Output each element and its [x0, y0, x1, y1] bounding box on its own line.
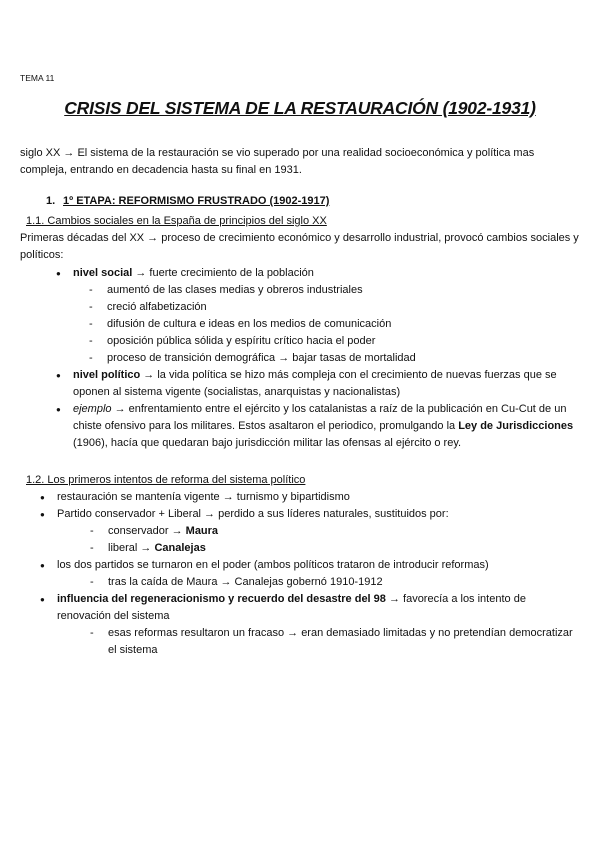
subsection-heading-2: 1.2. Los primeros intentos de reforma del sistema político [26, 474, 306, 486]
subsection-heading-1: 1.1. Cambios sociales en la España de principios del siglo XX [26, 215, 327, 227]
partidos-sublist [90, 523, 577, 557]
list-item-ejemplo [73, 401, 578, 452]
list-item-partidos [57, 506, 577, 557]
list-item: - difusión de cultura e ideas en los medios de comunicación [89, 316, 578, 333]
ejemplo-text-b: (1906), hacía que quedaran bajo jurisdicción militar las ofensas al ejército o rey. [73, 437, 462, 449]
topic-label: TEMA 11 [20, 73, 55, 83]
list-item: - esas reformas resultaron un fracaso → eran demasiado limitadas y no pretendían democratizar el sistema [90, 625, 577, 659]
regeneracionismo-sublist [90, 625, 577, 659]
ejemplo-label: ejemplo [73, 403, 112, 415]
list-item-politico [73, 367, 578, 401]
maura-name: Maura [185, 525, 219, 537]
ley-jurisdicciones: Ley de Jurisdicciones [458, 420, 574, 432]
list-item-turno [57, 557, 577, 591]
list-item-liberal [90, 540, 577, 557]
subsection-2-list [57, 489, 577, 659]
document-title: CRISIS DEL SISTEMA DE LA RESTAURACIÓN (1902-1931) [64, 98, 536, 118]
turno-text: los dos partidos se turnaron en el poder (ambos políticos trataron de introducir reformas) [57, 559, 489, 571]
canalejas-name: Canalejas [154, 542, 206, 554]
politico-text: → la vida política se hizo más compleja con el crecimiento de nuevas fuerzas que se oponen al sistema vigente (socialistas, anarquistas y nacionalistas) [73, 369, 557, 398]
list-item: ● restauración se mantenía vigente → turnismo y bipartidismo [57, 489, 577, 506]
social-text: → fuerte crecimiento de la población [132, 267, 314, 279]
list-item: - oposición pública sólida y espíritu crítico hacia el poder [89, 333, 578, 350]
section-heading [46, 193, 329, 210]
list-item-conservador [90, 523, 577, 540]
social-label: nivel social [73, 267, 133, 279]
subsection-1-intro: Primeras décadas del XX → proceso de crecimiento económico y desarrollo industrial, provocó cambios sociales y políticos: [20, 232, 579, 261]
list-item: - aumentó de las clases medias y obreros industriales [89, 282, 578, 299]
intro-paragraph: siglo XX → El sistema de la restauración se vio superado por una realidad socioeconómica y política mas compleja, entrando en decadencia hasta su final en 1931. [20, 147, 535, 176]
partidos-text: Partido conservador + Liberal → perdido a sus líderes naturales, sustituidos por: [57, 508, 449, 520]
list-item-social [73, 265, 578, 367]
list-item-regeneracionismo [57, 591, 577, 659]
conservador-text: conservador → [108, 525, 186, 537]
section-number: 1. [46, 195, 56, 207]
politico-label: nivel político [73, 369, 141, 381]
subsection-1-list [73, 265, 578, 452]
section-title: 1º ETAPA: REFORMISMO FRUSTRADO (1902-1917) [63, 195, 330, 207]
regeneracionismo-bold: influencia del regeneracionismo y recuerdo del desastre del 98 [57, 593, 386, 605]
ejemplo-text-a: → enfrentamiento entre el ejército y los catalanistas a raíz de la publicación en Cu-Cut de un chiste ofensivo para los militares. Estos asaltaron el periodico, promulgando la [73, 403, 567, 432]
list-item: - proceso de transición demográfica → bajar tasas de mortalidad [89, 350, 578, 367]
turno-sublist [90, 574, 577, 591]
social-sublist [89, 282, 578, 367]
regeneracionismo-text: → favorecía a los intento de renovación del sistema [57, 593, 526, 622]
list-item: - tras la caída de Maura → Canalejas gobernó 1910-1912 [90, 574, 577, 591]
liberal-text: liberal → [108, 542, 155, 554]
list-item: - creció alfabetización [89, 299, 578, 316]
